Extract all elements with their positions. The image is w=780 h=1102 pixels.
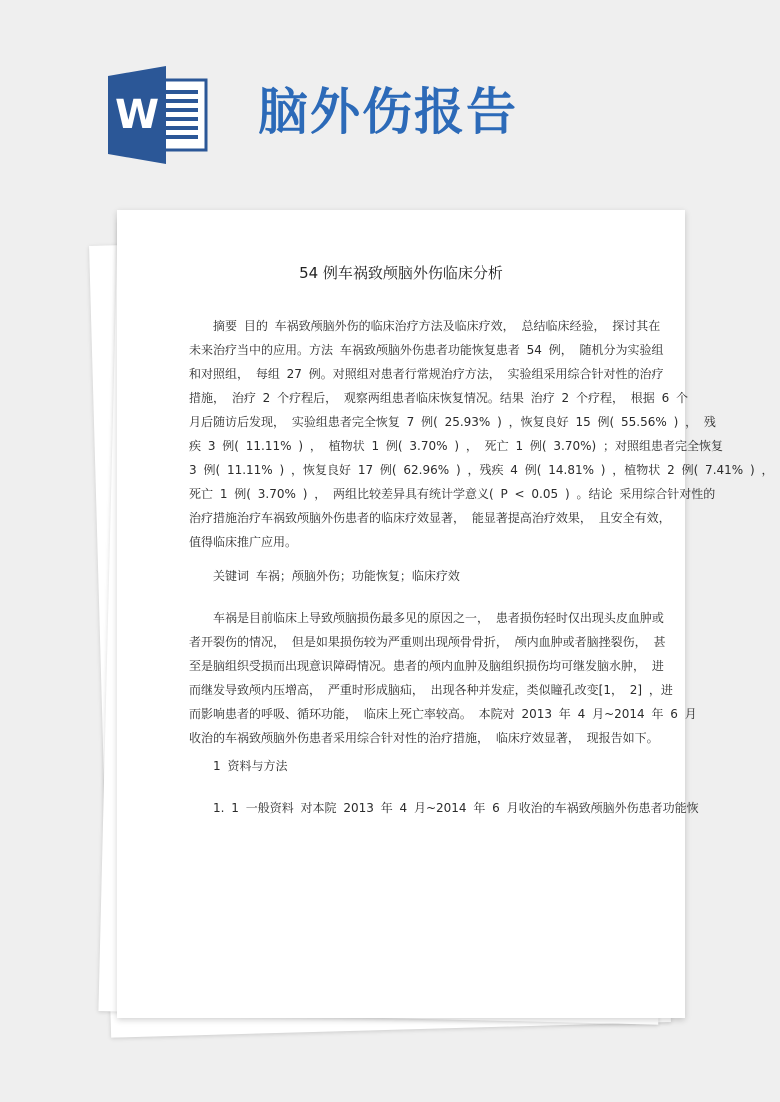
abstract-line: 未来治疗当中的应用。方法 车祸致颅脑外伤患者功能恢复患者 54 例， 随机分为实验组	[189, 343, 664, 357]
body-line: 车祸是目前临床上导致颅脑损伤最多见的原因之一， 患者损伤轻时仅出现头皮血肿或	[213, 611, 664, 625]
abstract-line: 疾 3 例( 11.11% ) ， 植物状 1 例( 3.70% ) ， 死亡 1 例( 3.70%) ；对照组患者完全恢复	[189, 439, 724, 453]
word-icon	[108, 66, 210, 164]
body-line: 者开裂伤的情况， 但是如果损伤较为严重则出现颅骨骨折， 颅内血肿或者脑挫裂伤， 甚	[189, 635, 666, 649]
abstract-line: 死亡 1 例( 3.70% ) ， 两组比较差异具有统计学意义( P < 0.05 ) 。结论 采用综合针对性的	[189, 487, 716, 501]
body-line: 而影响患者的呼吸、循环功能， 临床上死亡率较高。 本院对 2013 年 4 月~2014 年 6 月	[189, 707, 697, 721]
abstract-line: 治疗措施治疗车祸致颅脑外伤患者的临床疗效显著， 能显著提高治疗效果， 且安全有效，	[189, 511, 671, 525]
keywords-line: 关键词 车祸；颅脑外伤；功能恢复；临床疗效	[213, 569, 460, 583]
abstract-line: 月后随访后发现， 实验组患者完全恢复 7 例( 25.93% ) ，恢复良好 15 例( 55.56% ) ， 残	[189, 415, 716, 429]
document-page	[117, 210, 774, 1018]
word-letter: W	[114, 92, 160, 138]
abstract-line: 措施， 治疗 2 个疗程后， 观察两组患者临床恢复情况。结果 治疗 2 个疗程， 根据 6 个	[189, 391, 689, 405]
document-title: 54 例车祸致颅脑外伤临床分析	[299, 264, 503, 282]
header-title: 脑外伤报告	[258, 83, 518, 141]
subsection-line: 1. 1 一般资料 对本院 2013 年 4 月~2014 年 6 月收治的车祸致颅脑外伤患者功能恢	[213, 801, 699, 815]
body-line: 收治的车祸致颅脑外伤患者采用综合针对性的治疗措施， 临床疗效显著， 现报告如下。	[189, 731, 659, 745]
abstract-line: 和对照组， 每组 27 例。对照组对患者行常规治疗方法， 实验组采用综合针对性的治疗	[189, 367, 664, 381]
body-line: 至是脑组织受损而出现意识障碍情况。患者的颅内血肿及脑组织损伤均可继发脑水肿， 进	[189, 659, 664, 673]
abstract-line: 3 例( 11.11% ) ，恢复良好 17 例( 62.96% ) ，残疾 4 例( 14.81% ) ，植物状 2 例( 7.41% ) ，	[189, 463, 774, 477]
abstract-line: 摘要 目的 车祸致颅脑外伤的临床治疗方法及临床疗效， 总结临床经验， 探讨其在	[213, 319, 661, 333]
abstract-line: 值得临床推广应用。	[189, 535, 298, 549]
body-line: 而继发导致颅内压增高， 严重时形成脑疝， 出现各种并发症，类似瞳孔改变[1， 2] ，进	[189, 683, 673, 697]
section-heading: 1 资料与方法	[213, 759, 288, 773]
